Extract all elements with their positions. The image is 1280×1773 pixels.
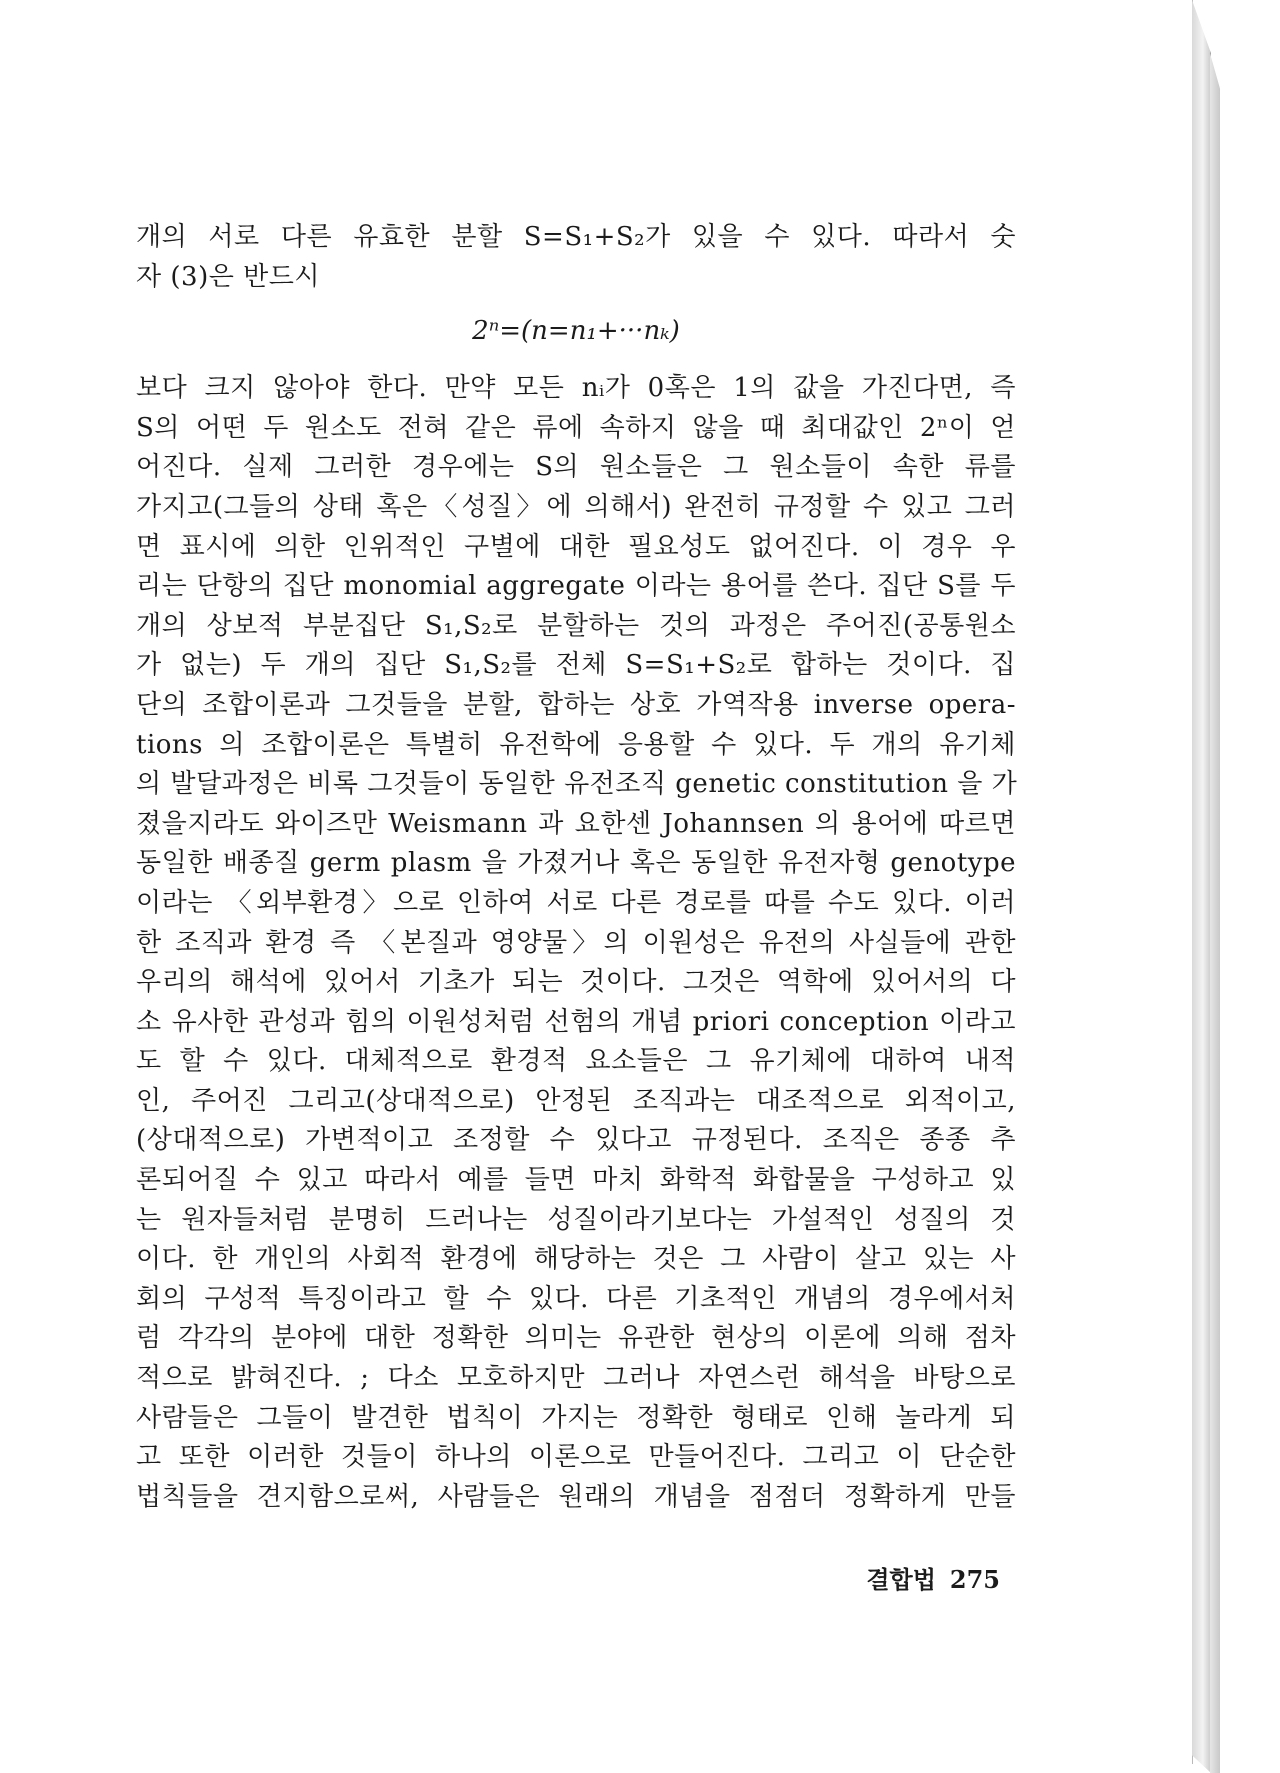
text-line: 인, 주어진 그리고(상대적으로) 안정된 조직과는 대조적으로 외적이고, — [136, 1085, 1016, 1116]
page-edge-shadow — [1192, 0, 1211, 1773]
text-line: 한 조직과 환경 즉 〈본질과 영양물〉의 이원성은 유전의 사실들에 관한 — [136, 927, 1016, 958]
text-line: 졌을지라도 와이즈만 Weismann 과 요한센 Johannsen 의 용어에 따르면 — [136, 808, 1016, 839]
text-line: 적으로 밝혀진다. ; 다소 모호하지만 그러나 자연스런 해석을 바탕으로 — [136, 1363, 1016, 1394]
text-line: 럼 각각의 분야에 대한 정확한 의미는 유관한 현상의 이론에 의해 점차 — [136, 1323, 1016, 1354]
text-line: 자 (3)은 반드시 — [136, 261, 320, 292]
text-line: 단의 조합이론과 그것들을 분할, 합하는 상호 가역작용 inverse opera- — [136, 689, 1016, 720]
text-line: 동일한 배종질 germ plasm 을 가졌거나 혹은 동일한 유전자형 genotype — [136, 848, 1016, 879]
text-line: 고 또한 이러한 것들이 하나의 이론으로 만들어진다. 그리고 이 단순한 — [136, 1442, 1016, 1473]
text-line: tions 의 조합이론은 특별히 유전학에 응용할 수 있다. 두 개의 유기체 — [136, 729, 1016, 760]
text-line: 법칙들을 견지함으로써, 사람들은 원래의 개념을 점점더 정확하게 만들 — [136, 1481, 1016, 1512]
text-line: 도 할 수 있다. 대체적으로 환경적 요소들은 그 유기체에 대하여 내적 — [136, 1046, 1016, 1077]
running-section-title: 결합법 — [866, 1565, 936, 1594]
text-line: 의 발달과정은 비록 그것들이 동일한 유전조직 genetic constitution 을 가 — [136, 769, 1018, 800]
page-edge-shadow-back — [1210, 0, 1220, 1773]
text-line: 가지고(그들의 상태 혹은〈성질〉에 의해서) 완전히 규정할 수 있고 그러 — [136, 491, 1016, 522]
text-line: 회의 구성적 특징이라고 할 수 있다. 다른 기초적인 개념의 경우에서처 — [136, 1283, 1016, 1314]
text-line: (상대적으로) 가변적이고 조정할 수 있다고 규정된다. 조직은 종종 추 — [136, 1125, 1016, 1156]
text-line: 론되어질 수 있고 따라서 예를 들면 마치 화학적 화합물을 구성하고 있 — [136, 1165, 1016, 1196]
text-line: 개의 상보적 부분집단 S₁,S₂로 분할하는 것의 과정은 주어진(공통원소 — [136, 610, 1016, 641]
text-line: 면 표시에 의한 인위적인 구별에 대한 필요성도 없어진다. 이 경우 우 — [136, 531, 1016, 562]
text-line: 리는 단항의 집단 monomial aggregate 이라는 용어를 쓴다. 집단 S를 두 — [136, 571, 1016, 602]
text-line: 보다 크지 않아야 한다. 만약 모든 nᵢ가 0혹은 1의 값을 가진다면, 즉 — [136, 373, 1016, 404]
text-line: 는 원자들처럼 분명히 드러나는 성질이라기보다는 가설적인 성질의 것 — [136, 1204, 1016, 1235]
text-line: 개의 서로 다른 유효한 분할 S=S₁+S₂가 있을 수 있다. 따라서 숫 — [136, 222, 1016, 252]
formula: 2ⁿ=(n=n₁+···nₖ) — [472, 316, 680, 347]
text-line: 이라는 〈외부환경〉으로 인하여 서로 다른 경로를 따를 수도 있다. 이러 — [136, 887, 1016, 918]
text-line: 이다. 한 개인의 사회적 환경에 해당하는 것은 그 사람이 살고 있는 사 — [136, 1244, 1016, 1275]
body-text — [136, 218, 1016, 1517]
text-line: 가 없는) 두 개의 집단 S₁,S₂를 전체 S=S₁+S₂로 합하는 것이다. 집 — [136, 650, 1016, 681]
page-footer — [820, 1560, 1000, 1595]
text-line: 사람들은 그들이 발견한 법칙이 가지는 정확한 형태로 인해 놀라게 되 — [136, 1402, 1016, 1433]
page-number: 275 — [949, 1565, 1000, 1594]
text-line: 소 유사한 관성과 힘의 이원성처럼 선험의 개념 priori conception 이라고 — [136, 1006, 1016, 1037]
text-line: 우리의 해석에 있어서 기초가 되는 것이다. 그것은 역학에 있어서의 다 — [136, 967, 1016, 998]
text-line: S의 어떤 두 원소도 전혀 같은 류에 속하지 않을 때 최대값인 2ⁿ이 얻 — [136, 412, 1016, 443]
text-line: 어진다. 실제 그러한 경우에는 S의 원소들은 그 원소들이 속한 류를 — [136, 452, 1016, 483]
